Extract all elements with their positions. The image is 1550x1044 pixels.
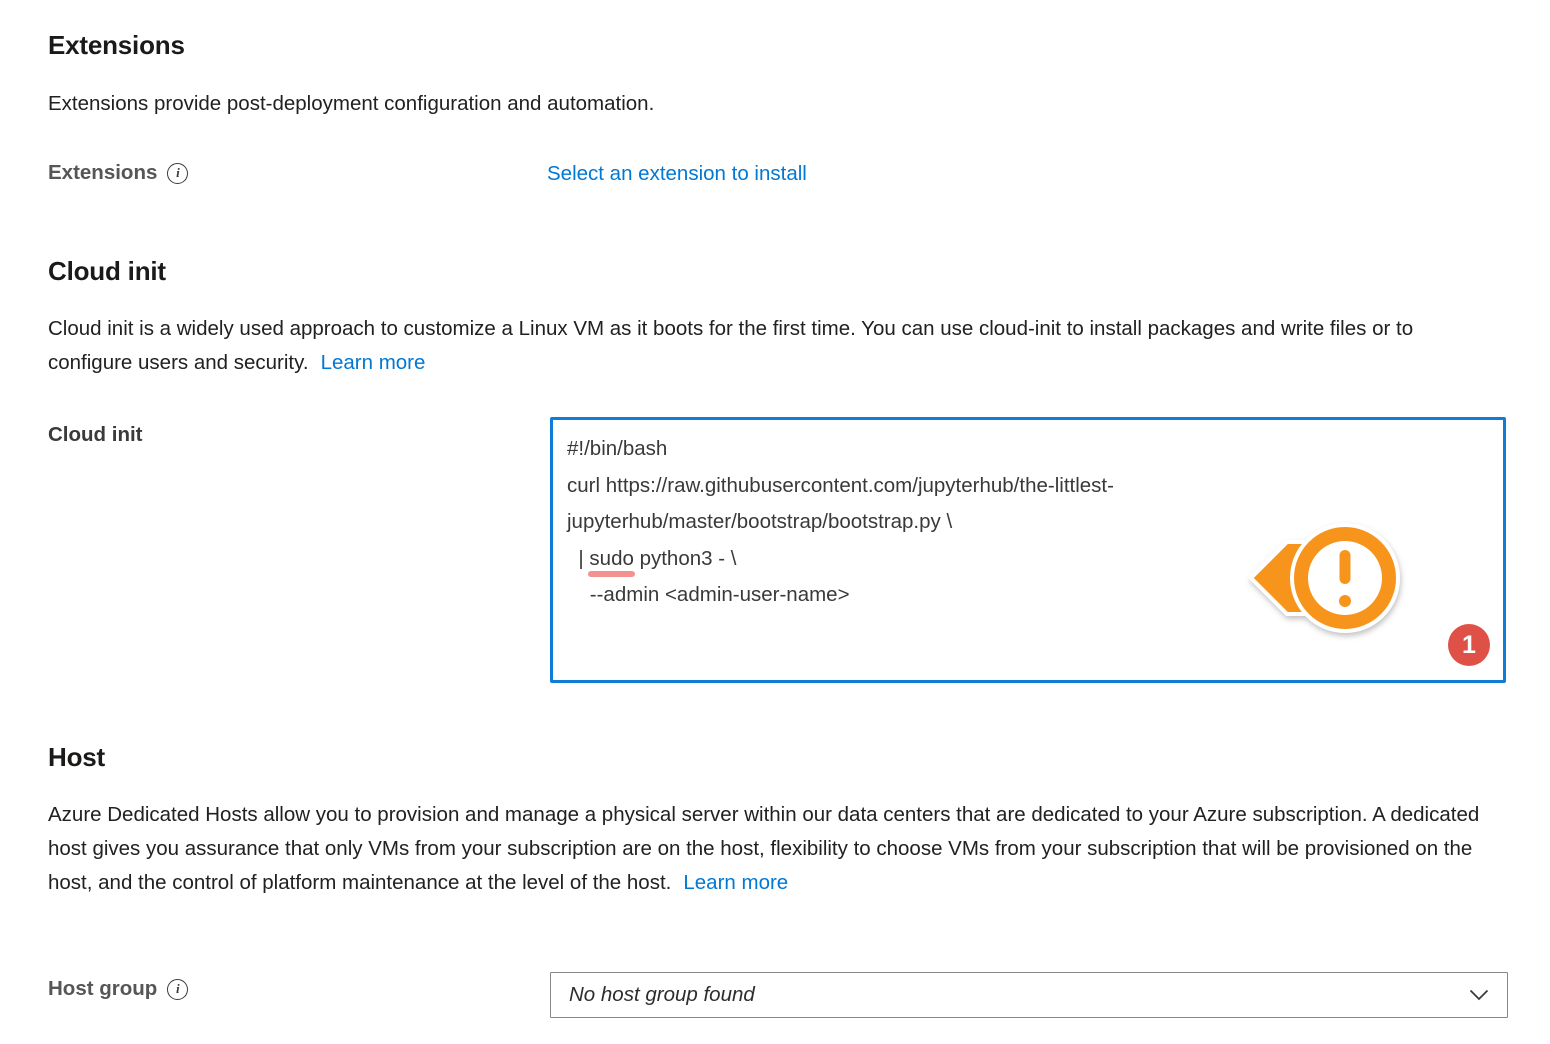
- code-line: #!/bin/bash: [567, 437, 668, 460]
- annotation-step-badge: 1: [1448, 624, 1490, 666]
- exclamation-dot: [1339, 595, 1351, 607]
- host-description-text: Azure Dedicated Hosts allow you to provision and manage a physical server within our data centers that are dedicated to your Azure subscription. A dedicated host gives you assurance that only VMs from your subscription are on the host, flexibility to choose VMs from your subscription that will be provisioned on the host, and the control of platform maintenance at the level of the host.: [48, 803, 1480, 894]
- misspelled-word: sudo: [589, 546, 634, 570]
- host-group-dropdown[interactable]: [550, 972, 1508, 1018]
- extensions-section-heading: Extensions: [48, 30, 185, 60]
- code-line: --admin <admin-user-name>: [567, 583, 850, 606]
- host-group-field-label-text: Host group: [48, 977, 158, 1000]
- host-section-heading: Host: [48, 742, 105, 772]
- code-line: curl https://raw.githubusercontent.com/jupyterhub/the-littlest-: [567, 473, 1114, 497]
- host-description: [48, 798, 1508, 900]
- exclamation-bar: [1340, 550, 1351, 584]
- cloud-init-field-label-text: Cloud init: [48, 423, 143, 446]
- cloud-init-description: [48, 312, 1468, 380]
- extensions-field-label-text: Extensions: [48, 161, 158, 184]
- code-line: | sudo python3 - \: [567, 546, 737, 570]
- annotation-warning-icon: [1235, 510, 1415, 650]
- extensions-description: Extensions provide post-deployment configuration and automation.: [48, 92, 655, 115]
- cloud-init-learn-more-link[interactable]: Learn more: [320, 351, 426, 374]
- cloud-init-description-text: Cloud init is a widely used approach to customize a Linux VM as it boots for the first time. You can use cloud-init to install packages and write files or to configure users and security.: [48, 317, 1414, 374]
- info-icon[interactable]: i: [167, 163, 188, 184]
- cloud-init-field-label: [48, 423, 143, 447]
- info-icon[interactable]: i: [167, 979, 188, 1000]
- code-line: jupyterhub/master/bootstrap/bootstrap.py \: [567, 510, 953, 533]
- extensions-field-label: [48, 161, 188, 185]
- chevron-down-icon: [1469, 989, 1489, 1001]
- host-learn-more-link[interactable]: Learn more: [683, 871, 789, 894]
- select-extension-link[interactable]: Select an extension to install: [547, 162, 807, 185]
- cloud-init-section-heading: Cloud init: [48, 256, 166, 286]
- host-group-dropdown-value: No host group found: [569, 983, 755, 1006]
- host-group-field-label: [48, 977, 188, 1001]
